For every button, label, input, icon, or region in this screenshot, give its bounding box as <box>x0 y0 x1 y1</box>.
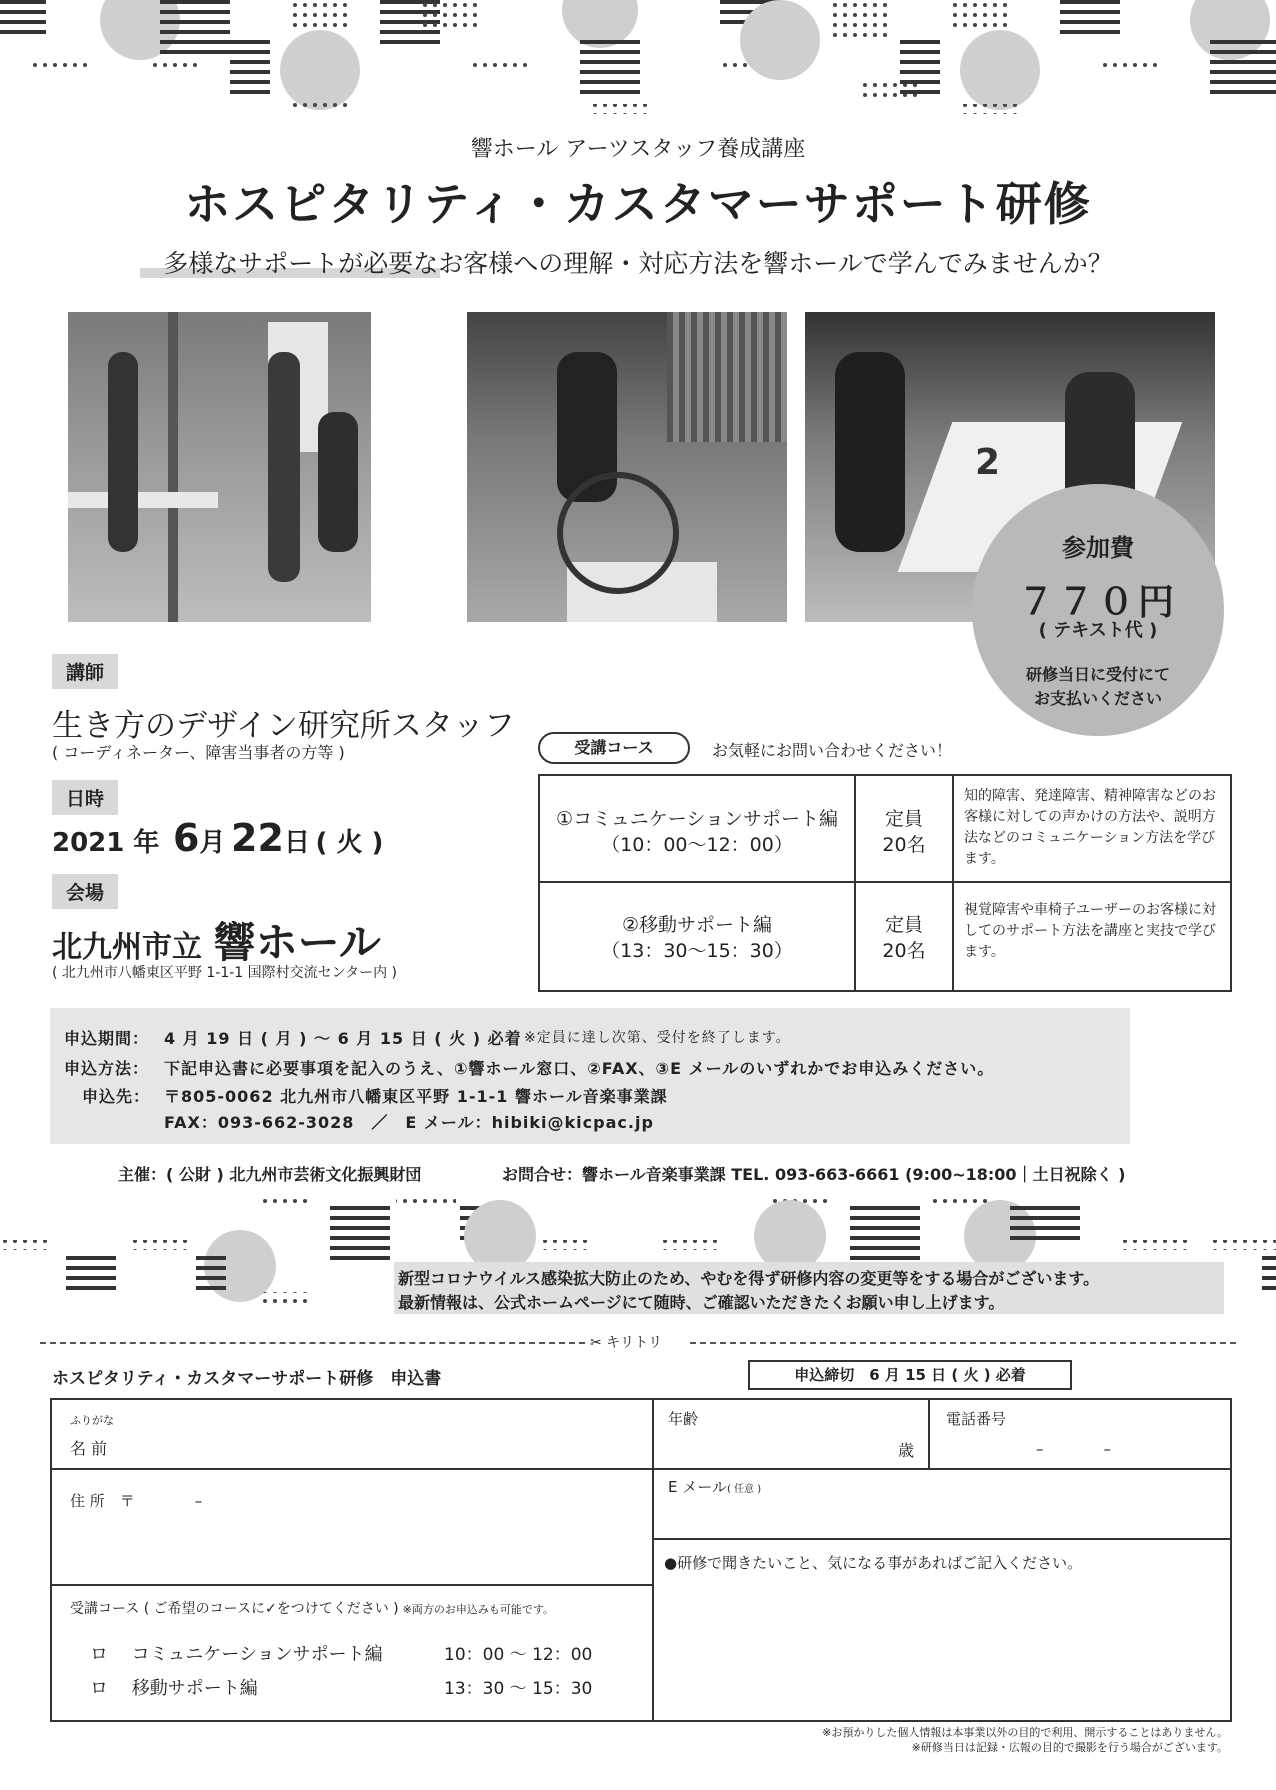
to-address: 〒805-0062 北九州市八幡東区平野 1-1-1 響ホール音楽事業課 <box>164 1087 668 1106</box>
cut-line-left <box>40 1342 585 1344</box>
covid-notice-line1: 新型コロナウイルス感染拡大防止のため、やむを得ず研修内容の変更等をする場合がございます。 <box>398 1269 1100 1288</box>
course-option-2-time: 13：30 〜 15：30 <box>444 1679 593 1699</box>
instructor-detail: ( コーディネーター、障害当事者の方等 ) <box>52 743 345 762</box>
period-value: 4 月 19 日 ( 月 ) 〜 6 月 15 日 ( 火 ) 必着 <box>164 1029 522 1048</box>
workshop-photo-2 <box>467 312 787 622</box>
fee-payment-line1: 研修当日に受付にて <box>1025 665 1170 684</box>
course-select-note: ※両方のお申込みも可能です。 <box>402 1603 554 1616</box>
course-2-name: ②移動サポート編 <box>621 914 773 936</box>
course-table <box>538 774 1232 992</box>
page-title: ホスピタリティ・カスタマーサポート研修 <box>184 177 1092 231</box>
age-field[interactable] <box>668 1430 892 1464</box>
method-label: 申込方法： <box>64 1059 150 1078</box>
workshop-photo-3: 2 <box>805 312 1215 622</box>
course-note: お気軽にお問い合わせください！ <box>712 741 953 760</box>
organizer-host: 主催：( 公財 ) 北九州市芸術文化振興財団 <box>118 1165 422 1184</box>
covid-notice-line2: 最新情報は、公式ホームページにて随時、ご確認いただきたくお願い申し上げます。 <box>398 1293 1005 1312</box>
email-label-text: E メール <box>668 1478 727 1496</box>
fee-badge <box>972 484 1224 736</box>
course-option-1-time: 10：00 〜 12：00 <box>444 1645 593 1665</box>
name-field[interactable] <box>142 1424 632 1460</box>
age-unit: 歳 <box>898 1441 915 1460</box>
course-option-1[interactable] <box>90 1640 593 1666</box>
fee-amount: ７７０円 <box>1017 582 1178 623</box>
event-date <box>52 816 383 860</box>
form-title: ホスピタリティ・カスタマーサポート研修 申込書 <box>52 1369 442 1389</box>
covid-notice <box>394 1262 1224 1314</box>
date-month: 6 <box>173 816 200 860</box>
cut-line-label: ✂ キリトリ <box>590 1335 663 1351</box>
contact-fax-email: FAX：093-662-3028 ／ E メール：hibiki@kicpac.jp <box>164 1113 654 1132</box>
instructor-tag: 講師 <box>52 654 118 689</box>
course-1-name: ①コミュニケーションサポート編 <box>556 808 838 830</box>
course-2-cap-label: 定員 <box>884 914 923 936</box>
course-pill: 受講コース <box>538 732 690 764</box>
date-day-unit: 日 <box>283 828 310 858</box>
period-note: ※定員に達し次第、受付を終了します。 <box>524 1030 791 1046</box>
course-option-2-name: 移動サポート編 <box>131 1678 258 1699</box>
footnote-line2: ※研修当日は記録・広報の目的で撮影を行う場合がございます。 <box>911 1741 1228 1754</box>
questions-field[interactable] <box>664 1578 1220 1714</box>
date-day: 22 <box>231 816 284 860</box>
top-decoration <box>0 0 1276 120</box>
email-note: ( 任意 ) <box>726 1484 762 1495</box>
address-label: 住 所 〒 – <box>70 1492 203 1510</box>
phone-field[interactable] <box>946 1430 1222 1464</box>
checkbox-icon[interactable]: ロ <box>90 1644 108 1665</box>
event-supertitle: 響ホール アーツスタッフ養成講座 <box>470 137 806 162</box>
venue-tag: 会場 <box>52 874 118 909</box>
date-year: 2021 年 <box>52 828 160 858</box>
course-2-cap: 20名 <box>882 940 926 962</box>
course-select-label-text: 受講コース ( ご希望のコースに✓をつけてください ) <box>70 1601 399 1617</box>
organizer-contact: お問合せ：響ホール音楽事業課 TEL. 093-663-6661 (9:00~18:00｜土日祝除く ) <box>502 1165 1126 1184</box>
address-field[interactable] <box>70 1516 640 1578</box>
venue-main: 響ホール <box>213 918 381 967</box>
phone-label: 電話番号 <box>946 1410 1007 1428</box>
course-option-2[interactable] <box>90 1674 593 1700</box>
footnote-line1: ※お預かりした個人情報は本事業以外の目的で利用、開示することはありません。 <box>822 1726 1228 1739</box>
to-label: 申込先： <box>82 1087 151 1106</box>
course-1-cap-label: 定員 <box>884 808 923 830</box>
course-select-label <box>70 1598 554 1618</box>
course-2-desc: 視覚障害や車椅子ユーザーのお客様に対してのサポート方法を講座と実技で学びます。 <box>964 902 1216 960</box>
email-label <box>668 1476 761 1497</box>
date-month-unit: 月 <box>199 828 226 858</box>
method-value: 下記申込書に必要事項を記入のうえ、①響ホール窓口、②FAX、③E メールのいずれかでお申込みください。 <box>164 1059 995 1078</box>
course-1-time: （10：00〜12：00） <box>601 834 793 856</box>
page-subtitle: 多様なサポートが必要なお客様への理解・対応方法を響ホールで学んでみませんか？ <box>163 249 1113 278</box>
course-1-desc: 知的障害、発達障害、精神障害などのお客様に対しての声かけの方法や、説明方法などのコミュニケーション方法を学びます。 <box>964 788 1216 867</box>
period-label: 申込期間： <box>64 1029 150 1048</box>
course-2-time: （13：30〜15：30） <box>601 940 793 962</box>
application-info <box>50 1008 1130 1144</box>
venue-prefix: 北九州市立 <box>52 930 202 965</box>
fee-note: ( テキスト代 ) <box>1038 620 1158 641</box>
workshop-photo-1 <box>68 312 371 622</box>
fee-label: 参加費 <box>1062 534 1134 562</box>
course-1-cap: 20名 <box>882 834 926 856</box>
email-field[interactable] <box>668 1498 1218 1534</box>
fee-payment-line2: お支払いください <box>1033 689 1162 708</box>
checkbox-icon[interactable]: ロ <box>90 1678 108 1699</box>
questions-label: ●研修で聞きたいこと、気になる事があればご記入ください。 <box>664 1554 1083 1572</box>
name-label: 名 前 <box>70 1439 108 1458</box>
furigana-label: ふりがな <box>70 1414 114 1427</box>
age-label: 年齢 <box>668 1410 699 1428</box>
date-weekday: ( 火 ) <box>315 828 384 858</box>
venue-address: ( 北九州市八幡東区平野 1-1-1 国際村交流センター内 ) <box>52 965 397 981</box>
phone-dashes: – – <box>1036 1440 1112 1458</box>
course-option-1-name: コミュニケーションサポート編 <box>131 1644 383 1665</box>
instructor-name: 生き方のデザイン研究所スタッフ <box>52 708 515 744</box>
application-form <box>50 1398 1232 1722</box>
cut-line-right <box>690 1342 1236 1344</box>
form-deadline: 申込締切 6 月 15 日 ( 火 ) 必着 <box>748 1360 1072 1390</box>
datetime-tag: 日時 <box>52 780 118 815</box>
venue-name <box>52 910 381 970</box>
